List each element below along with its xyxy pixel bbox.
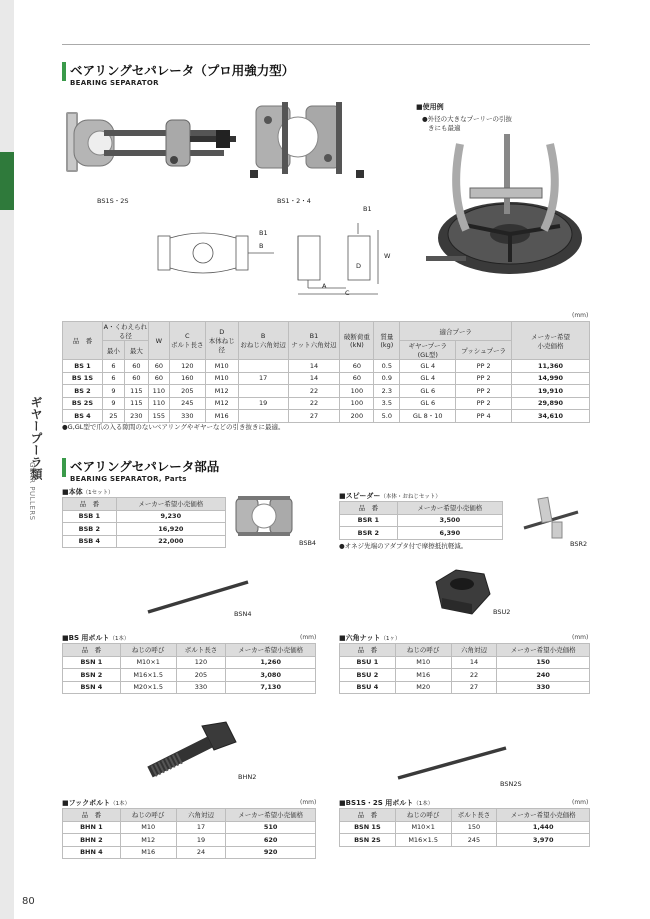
cell-w: 60 bbox=[148, 372, 169, 385]
bsb4-caption: BSB4 bbox=[299, 539, 317, 547]
cell-push: PP 2 bbox=[456, 397, 512, 410]
bhn2-caption: BHN2 bbox=[238, 773, 257, 781]
table-row bbox=[63, 523, 226, 536]
section2-subtitle: BEARING SEPARATOR, Parts bbox=[70, 475, 187, 483]
cell-price: 3,500 bbox=[397, 514, 502, 527]
bsb4-image bbox=[232, 494, 296, 540]
cell-hex: 27 bbox=[451, 681, 497, 694]
diagram-label-c: C bbox=[345, 289, 350, 297]
spider-header-model: 品 番 bbox=[340, 502, 398, 515]
bsu2-caption: BSU2 bbox=[493, 608, 511, 616]
cell-thread: M20 bbox=[395, 681, 451, 694]
table-row bbox=[340, 681, 590, 694]
cell-c: 160 bbox=[169, 372, 205, 385]
hex-nut-table bbox=[339, 643, 590, 694]
bhn2-image bbox=[140, 720, 240, 784]
cell-model: BSU 2 bbox=[340, 669, 396, 682]
cell-push: PP 2 bbox=[456, 385, 512, 398]
table-unit: (mm) bbox=[572, 312, 589, 319]
cell-b1: 22 bbox=[288, 385, 340, 398]
cell-d: M10 bbox=[205, 372, 238, 385]
cell-min: 9 bbox=[102, 397, 124, 410]
section2-marker bbox=[62, 458, 66, 477]
cell-b bbox=[238, 360, 288, 373]
usage-text-1: ●外径の大きなプーリーの引抜 bbox=[422, 115, 512, 123]
table-row bbox=[63, 669, 316, 682]
cell-price: 1,440 bbox=[497, 821, 590, 834]
cell-load: 60 bbox=[340, 360, 374, 373]
header-grip: A・くわえられる径 bbox=[103, 323, 148, 340]
cell-price: 16,920 bbox=[116, 523, 225, 536]
cell-w: 110 bbox=[148, 385, 169, 398]
cell-thread: M20×1.5 bbox=[120, 681, 176, 694]
bs1s-caption: BS1S・2S bbox=[97, 197, 129, 205]
cell-w: 110 bbox=[148, 397, 169, 410]
table-row bbox=[340, 527, 503, 540]
spec-footnote: ●G,GL型で爪の入る隙間のないベアリングやギヤーなどの引き抜きに最適。 bbox=[62, 423, 285, 431]
table-row bbox=[63, 360, 590, 373]
cell-push: PP 2 bbox=[456, 360, 512, 373]
cell-price: 3,970 bbox=[497, 834, 590, 847]
cell-mass: 5.0 bbox=[374, 410, 400, 423]
cell-price: 3,080 bbox=[226, 669, 316, 682]
cell-model: BSB 2 bbox=[63, 523, 117, 536]
cell-c: 245 bbox=[169, 397, 205, 410]
table-row bbox=[63, 410, 590, 423]
cell-len: 205 bbox=[176, 669, 226, 682]
bs1-caption: BS1・2・4 bbox=[277, 197, 311, 205]
header-gear: ギヤープーラ (GL型) bbox=[400, 341, 456, 360]
cell-price: 1,260 bbox=[226, 656, 316, 669]
cell-len: 120 bbox=[176, 656, 226, 669]
hook-bolt-header-price: メーカー希望小売価格 bbox=[226, 809, 316, 822]
cell-model: BS 1 bbox=[63, 360, 103, 373]
bsn4-image bbox=[144, 578, 254, 614]
cell-price: 11,360 bbox=[512, 360, 590, 373]
bs-bolt-header-price: メーカー希望小売価格 bbox=[226, 644, 316, 657]
spec-table bbox=[62, 321, 590, 423]
cell-b bbox=[238, 385, 288, 398]
table-row bbox=[340, 821, 590, 834]
bsu2-image bbox=[432, 566, 494, 618]
bs1s-bolt-header-price: メーカー希望小売価格 bbox=[497, 809, 590, 822]
cell-c: 120 bbox=[169, 360, 205, 373]
cell-b1: 14 bbox=[288, 360, 340, 373]
bsr2-image bbox=[520, 496, 584, 542]
cell-min: 25 bbox=[102, 410, 124, 423]
cell-b bbox=[238, 410, 288, 423]
page-number: 80 bbox=[22, 896, 35, 907]
cell-model: BS 2 bbox=[63, 385, 103, 398]
table-row bbox=[340, 834, 590, 847]
header-price: メーカー希望 小売価格 bbox=[512, 322, 590, 360]
hex-nut-header-price: メーカー希望小売価格 bbox=[497, 644, 590, 657]
bs1s-bolt-heading: ■BS1S・2S 用ボルト（1本） bbox=[339, 799, 434, 807]
cell-gear: GL 4 bbox=[400, 360, 456, 373]
cell-price: 620 bbox=[226, 834, 316, 847]
header-min: 最小 bbox=[102, 341, 124, 360]
cell-model: BSU 1 bbox=[340, 656, 396, 669]
cell-gear: GL 8・10 bbox=[400, 410, 456, 423]
cell-gear: GL 6 bbox=[400, 397, 456, 410]
cell-max: 60 bbox=[124, 372, 148, 385]
cell-price: 7,130 bbox=[226, 681, 316, 694]
spider-header-price: メーカー希望小売価格 bbox=[397, 502, 502, 515]
cell-hex: 17 bbox=[176, 821, 226, 834]
cell-b: 19 bbox=[238, 397, 288, 410]
cell-push: PP 2 bbox=[456, 372, 512, 385]
bsn2s-caption: BSN2S bbox=[500, 780, 522, 788]
hook-bolt-header-hex: 六角対辺 bbox=[176, 809, 226, 822]
cell-model: BSN 4 bbox=[63, 681, 121, 694]
cell-min: 6 bbox=[102, 372, 124, 385]
cell-price: 29,890 bbox=[512, 397, 590, 410]
cell-b1: 14 bbox=[288, 372, 340, 385]
cell-model: BSU 4 bbox=[340, 681, 396, 694]
cell-model: BSB 1 bbox=[63, 510, 117, 523]
cell-thread: M16×1.5 bbox=[120, 669, 176, 682]
bs1s-bolt-header-model: 品 番 bbox=[340, 809, 396, 822]
cell-model: BSN 1S bbox=[340, 821, 396, 834]
bs-bolt-header-thread: ねじの呼び bbox=[120, 644, 176, 657]
cell-model: BS 1S bbox=[63, 372, 103, 385]
hook-bolt-header-model: 品 番 bbox=[63, 809, 121, 822]
cell-thread: M16×1.5 bbox=[395, 834, 451, 847]
bs-bolt-unit: (mm) bbox=[300, 634, 317, 641]
bs1s-product-image bbox=[66, 100, 241, 190]
diagram-label-b1-top: B1 bbox=[363, 205, 372, 213]
body-table bbox=[62, 497, 226, 548]
hook-bolt-table bbox=[62, 808, 316, 859]
cell-w: 155 bbox=[148, 410, 169, 423]
cell-thread: M10×1 bbox=[120, 656, 176, 669]
cell-price: 920 bbox=[226, 846, 316, 859]
hex-nut-heading: ■六角ナット（1ヶ） bbox=[339, 634, 401, 642]
dimension-diagram bbox=[148, 218, 398, 302]
body-header-price: メーカー希望小売価格 bbox=[116, 498, 225, 511]
cell-hex: 22 bbox=[451, 669, 497, 682]
usage-title: ■使用例 bbox=[416, 103, 444, 111]
cell-price: 19,910 bbox=[512, 385, 590, 398]
diagram-label-b: B bbox=[259, 242, 264, 250]
bsn2s-image bbox=[394, 742, 514, 782]
cell-price: 6,390 bbox=[397, 527, 502, 540]
cell-model: BS 4 bbox=[63, 410, 103, 423]
spider-heading: ■スピーダー（本体・おねじセット） bbox=[339, 492, 441, 500]
cell-d: M10 bbox=[205, 360, 238, 373]
table-row bbox=[63, 510, 226, 523]
cell-thread: M12 bbox=[120, 834, 176, 847]
cell-model: BSN 1 bbox=[63, 656, 121, 669]
cell-push: PP 4 bbox=[456, 410, 512, 423]
table-row bbox=[63, 656, 316, 669]
body-header-model: 品 番 bbox=[63, 498, 117, 511]
diagram-label-a: A bbox=[322, 282, 327, 290]
table-row bbox=[63, 821, 316, 834]
bs1-product-image bbox=[248, 100, 378, 184]
bs1s-bolt-unit: (mm) bbox=[572, 799, 589, 806]
cell-price: 9,230 bbox=[116, 510, 225, 523]
cell-thread: M16 bbox=[120, 846, 176, 859]
cell-load: 200 bbox=[340, 410, 374, 423]
spider-table bbox=[339, 501, 503, 540]
header-compat: 適合プーラ bbox=[400, 322, 512, 341]
sidebar-category-jp: ギヤープーラ類 bbox=[29, 396, 43, 480]
hook-bolt-header-thread: ねじの呼び bbox=[120, 809, 176, 822]
cell-model: BSN 2 bbox=[63, 669, 121, 682]
hex-nut-header-model: 品 番 bbox=[340, 644, 396, 657]
usage-text-2: きにも最適 bbox=[428, 124, 461, 132]
cell-thread: M10×1 bbox=[395, 821, 451, 834]
cell-len: 245 bbox=[451, 834, 497, 847]
section-subtitle: BEARING SEPARATOR bbox=[70, 79, 159, 87]
bsr2-caption: BSR2 bbox=[570, 540, 588, 548]
spider-note: ●オネジ先端のアダプタ付で摩擦抵抗軽減。 bbox=[339, 542, 468, 550]
cell-d: M16 bbox=[205, 410, 238, 423]
cell-b1: 22 bbox=[288, 397, 340, 410]
cell-hex: 14 bbox=[451, 656, 497, 669]
cell-model: BS 2S bbox=[63, 397, 103, 410]
section-marker bbox=[62, 62, 66, 81]
cell-gear: GL 6 bbox=[400, 385, 456, 398]
header-b: B おねじ六角対辺 bbox=[238, 322, 288, 360]
header-max: 最大 bbox=[124, 341, 148, 360]
table-row bbox=[63, 834, 316, 847]
cell-len: 150 bbox=[451, 821, 497, 834]
bs-bolt-table bbox=[62, 643, 316, 694]
header-w: W bbox=[148, 322, 169, 360]
cell-max: 60 bbox=[124, 360, 148, 373]
cell-b1: 27 bbox=[288, 410, 340, 423]
cell-model: BSN 2S bbox=[340, 834, 396, 847]
cell-model: BSR 1 bbox=[340, 514, 398, 527]
body-heading: ■本体（1セット） bbox=[62, 488, 114, 496]
cell-d: M12 bbox=[205, 397, 238, 410]
cell-b: 17 bbox=[238, 372, 288, 385]
hex-nut-header-hex: 六角対辺 bbox=[451, 644, 497, 657]
header-push: プッシュプーラ bbox=[456, 341, 512, 360]
cell-model: BSB 4 bbox=[63, 535, 117, 548]
cell-price: 150 bbox=[497, 656, 590, 669]
cell-w: 60 bbox=[148, 360, 169, 373]
sidebar-strip bbox=[0, 0, 14, 919]
cell-price: 14,990 bbox=[512, 372, 590, 385]
bs1s-bolt-header-length: ボルト長さ bbox=[451, 809, 497, 822]
top-rule bbox=[62, 44, 590, 45]
cell-mass: 0.9 bbox=[374, 372, 400, 385]
table-row bbox=[340, 669, 590, 682]
cell-price: 34,610 bbox=[512, 410, 590, 423]
header-model: 品 番 bbox=[63, 322, 103, 360]
cell-min: 6 bbox=[102, 360, 124, 373]
cell-thread: M10 bbox=[395, 656, 451, 669]
cell-gear: GL 4 bbox=[400, 372, 456, 385]
section-title: ベアリングセパレータ（プロ用強力型） bbox=[70, 63, 295, 78]
bs-bolt-header-model: 品 番 bbox=[63, 644, 121, 657]
header-b1: B1 ナット六角対辺 bbox=[288, 322, 340, 360]
diagram-label-w: W bbox=[384, 252, 391, 260]
cell-hex: 24 bbox=[176, 846, 226, 859]
cell-load: 100 bbox=[340, 385, 374, 398]
hook-bolt-heading: ■フックボルト（1本） bbox=[62, 799, 131, 807]
table-row bbox=[63, 846, 316, 859]
cell-model: BHN 4 bbox=[63, 846, 121, 859]
table-row bbox=[63, 681, 316, 694]
cell-mass: 0.5 bbox=[374, 360, 400, 373]
table-row bbox=[340, 514, 503, 527]
cell-price: 22,000 bbox=[116, 535, 225, 548]
diagram-label-d: D bbox=[356, 262, 362, 270]
hook-bolt-unit: (mm) bbox=[300, 799, 317, 806]
cell-thread: M16 bbox=[395, 669, 451, 682]
hex-nut-unit: (mm) bbox=[572, 634, 589, 641]
header-c: C ボルト長さ bbox=[169, 322, 205, 360]
cell-price: 510 bbox=[226, 821, 316, 834]
cell-model: BSR 2 bbox=[340, 527, 398, 540]
cell-max: 115 bbox=[124, 397, 148, 410]
header-load: 破断荷重 (kN) bbox=[340, 322, 374, 360]
sidebar-category-en: GEAR PULLERS bbox=[28, 462, 36, 521]
bs-bolt-header-length: ボルト長さ bbox=[176, 644, 226, 657]
section2-title: ベアリングセパレータ部品 bbox=[70, 459, 220, 474]
table-row bbox=[63, 385, 590, 398]
cell-len: 330 bbox=[176, 681, 226, 694]
table-row bbox=[63, 372, 590, 385]
cell-c: 205 bbox=[169, 385, 205, 398]
usage-example-image bbox=[420, 134, 590, 284]
table-row bbox=[63, 535, 226, 548]
cell-max: 115 bbox=[124, 385, 148, 398]
table-row bbox=[340, 656, 590, 669]
hex-nut-header-thread: ねじの呼び bbox=[395, 644, 451, 657]
header-d: D 本体ねじ径 bbox=[205, 322, 238, 360]
cell-model: BHN 2 bbox=[63, 834, 121, 847]
cell-min: 9 bbox=[102, 385, 124, 398]
header-mass: 質量 (kg) bbox=[374, 322, 400, 360]
bsn4-caption: BSN4 bbox=[234, 610, 252, 618]
cell-thread: M10 bbox=[120, 821, 176, 834]
diagram-label-b1: B1 bbox=[259, 229, 268, 237]
cell-load: 100 bbox=[340, 397, 374, 410]
cell-mass: 3.5 bbox=[374, 397, 400, 410]
cell-price: 240 bbox=[497, 669, 590, 682]
sidebar-category-marker bbox=[0, 152, 14, 210]
cell-model: BHN 1 bbox=[63, 821, 121, 834]
cell-price: 330 bbox=[497, 681, 590, 694]
cell-c: 330 bbox=[169, 410, 205, 423]
table-row bbox=[63, 397, 590, 410]
bs1s-bolt-table bbox=[339, 808, 590, 847]
cell-max: 230 bbox=[124, 410, 148, 423]
cell-mass: 2.3 bbox=[374, 385, 400, 398]
cell-load: 60 bbox=[340, 372, 374, 385]
cell-d: M12 bbox=[205, 385, 238, 398]
bs1s-bolt-header-thread: ねじの呼び bbox=[395, 809, 451, 822]
bs-bolt-heading: ■BS 用ボルト（1本） bbox=[62, 634, 130, 642]
cell-hex: 19 bbox=[176, 834, 226, 847]
